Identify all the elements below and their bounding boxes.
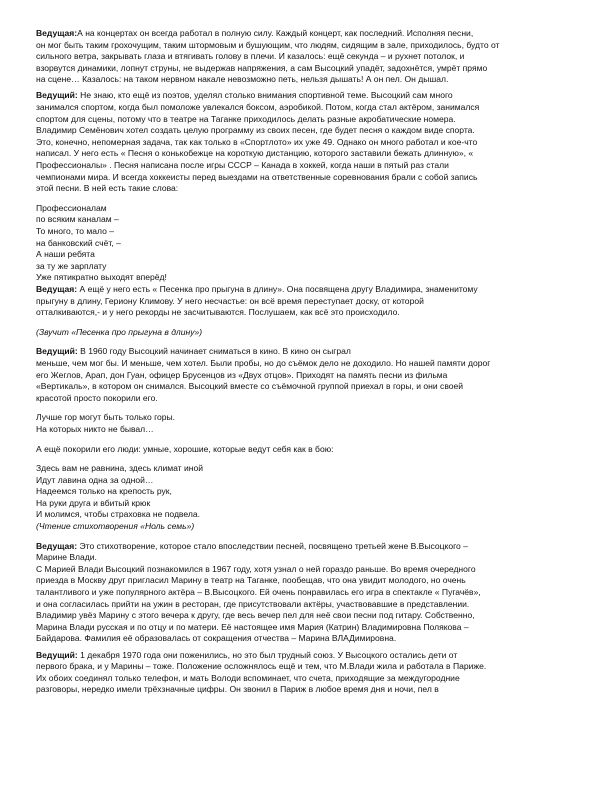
verse-line: за ту же зарплату [36,260,107,271]
verse-line: То много, то мало – [36,226,115,236]
text-line: Их обоих соединял только телефон, и мать Володи вспоминает, что счета, приходящие за междугородние [36,672,460,683]
text-line: Это, конечно, непомерная задача, так как только в «Спортлото» их уже 49. Однако он много работал и кое-что [36,136,478,147]
text-line: Не знаю, кто ещё из поэтов, уделял столько внимания спортивной теме. Высоцкий сам много [77,90,453,101]
verse-line: А наши ребята [36,249,95,260]
stage-direction [36,521,576,533]
text-line: красотой просто покорили его. [36,392,158,403]
verse-line: Профессионалам [36,202,107,213]
text-line: В 1960 году Высоцкий начинает сниматься в кино. В кино он сыграл [77,346,351,357]
verse-line: Здесь вам не равнина, здесь климат иной [36,463,203,474]
paragraph-concerts [36,28,576,86]
text-line: написал. У него есть « Песня о конькобежце на короткую дистанцию, которого заставили бежать длинную», « [36,148,474,159]
speaker-label: Ведущий: [36,90,78,101]
text-line: (Звучит «Песенка про прыгуна в длину») [36,326,203,337]
verse-line: по всяким каналам – [36,214,119,225]
text-line: чемпионами мира. И всегда хоккеисты перед выездами на ответственные соревнования брали с собой запись [36,171,478,182]
verse-line: И молимся, чтобы страховка не подвела. [36,509,200,520]
text-line: прыгуну в длину, Гериону Климову. У него несчастье: он всё время переступает доску, от которой [36,295,424,306]
stage-direction [36,327,576,339]
text-line: на сцене… Казалось: на таком нервном накале невозможно петь, нельзя дышать! А он пел. Он дышал. [36,74,449,85]
text-line: этой песни. В ней есть такие слова: [36,183,179,194]
verse-line: Уже пятикратно выходят вперёд! [36,272,167,283]
text-line: Марина Влади русская и по отцу и по матери. Её настоящее имя Мария (Катрин) Владимировна Полякова – [36,621,469,632]
document-body [36,28,576,696]
text-line: взорвутся динамики, лопнут струны, не выдержав напряжения, а сам Высоцкий упадёт, задохнётся, умрёт прямо [36,62,488,73]
speaker-label: Ведущий: [36,346,78,357]
poem-plain [36,463,576,521]
text-line: 1 декабря 1970 года они поженились, но это был трудный союз. У Высоцкого остались дети от [77,649,458,660]
verse-line: Надеемся только на крепость рук, [36,486,172,497]
text-line: талантливого и уже популярного актёра – В.Высоцкого. Ей очень понравилась его игра в спектакле « Пугачёв», [36,587,481,598]
text-line: сильного ветра, закрывать глаза и втягивать голову в плечи. И казалось: ещё секунда – и рухнет потолок, и [36,51,465,62]
text-line: «Вертикаль», в котором он снимался. Высоцкий вместе со съёмочной группой приехал в горы, и они своей [36,381,464,392]
poem-mountains [36,412,576,435]
text-line: А ещё у него есть « Песенка про прыгуна в длину». Она посвящена другу Владимира, знаменитому [77,283,478,294]
text-line: А на концертах он всегда работал в полную силу. Каждый концерт, как последний. Исполняя песни, [77,28,474,38]
text-line: (Чтение стихотворения «Ноль семь») [36,521,195,532]
speaker-label: Ведущая: [36,540,78,551]
text-line: Владимир Семёнович хотел создать целую программу из своих песен, где будет песня о каждом виде спорта. [36,125,475,136]
speaker-label: Ведущая: [36,283,78,294]
text-line: Профессионалы» . Песня написана после игры СССР – Канада в хоккей, когда наши в пятый раз стали [36,160,449,171]
verse-line: Идут лавина одна за одной… [36,474,154,485]
paragraph-marriage [36,650,576,696]
text-line: и она согласилась прийти на ужин в ресторан, где присутствовали актёры, участвовавшие в представлении. [36,598,470,609]
paragraph-jumper [36,284,576,319]
text-line: А ещё покорили его люди: умные, хорошие, которые ведут себя как в бою: [36,443,334,454]
paragraph-cinema [36,346,576,404]
text-line: он мог быть таким грохочущим, таким штормовым и бушующим, что людям, сидящим в зале, приходилось, будто от [36,39,500,50]
verse-line: На которых никто не бывал… [36,423,154,434]
text-line: приезда в Москву друг пригласил Марину в театр на Таганке, пообещав, что она увидит молодого, но очень [36,575,466,586]
speaker-label: Ведущая: [36,28,78,38]
text-line: Владимир увёз Марину с этого вечера к другу, где весь вечер пел для неё свои песни под гитару. Собственно, [36,610,475,621]
paragraph-people [36,444,576,456]
verse-line: На руки друга и вбитый крюк [36,497,151,508]
paragraph-sport [36,90,576,194]
text-line: меньше, чем мог бы. И меньше, чем хотел. Были пробы, но до съёмок дело не доходило. Но нашей памяти дорог [36,357,491,368]
speaker-label: Ведущий: [36,649,78,660]
verse-line: на банковский счёт, – [36,237,121,248]
text-line: спортом для сцены, потому что в театре на Таганке приходилось делать разные акробатические номера. [36,113,456,124]
text-line: С Марией Влади Высоцкий познакомился в 1967 году, хотя узнал о ней гораздо раньше. Во время очередного [36,563,476,574]
text-line: отталкиваются,- и у него рекорды не засчитываются. Послушаем, как всё это происходило. [36,307,400,318]
text-line: его Жеглов, Арап, дон Гуан, офицер Брусенцов из «Двух отцов». Приходят на память песни из фильма [36,369,448,380]
paragraph-vlady [36,541,576,645]
verse-line: Лучше гор могут быть только горы. [36,412,176,423]
text-line: разговоры, нередко имели трёхзначные цифры. Он звонил в Париж в любое время дня и ночи, пел в [36,684,439,695]
poem-professionals [36,203,576,284]
text-line: первого брака, и у Марины – тоже. Положение осложнялось ещё и тем, что М.Влади жила и работала в Париже. [36,661,487,672]
text-line: занимался спортом, когда был помоложе увлекался боксом, аэробикой. Потом, когда стал актёром, занимался [36,102,480,113]
text-line: Байдарова. Фамилия её образовалась от сокращения отчества – Марина ВЛАДимировна. [36,633,397,644]
text-line: Марине Влади. [36,552,97,563]
text-line: Это стихотворение, которое стало впоследствии песней, посвящено третьей жене В.Высоцкого – [77,540,468,551]
